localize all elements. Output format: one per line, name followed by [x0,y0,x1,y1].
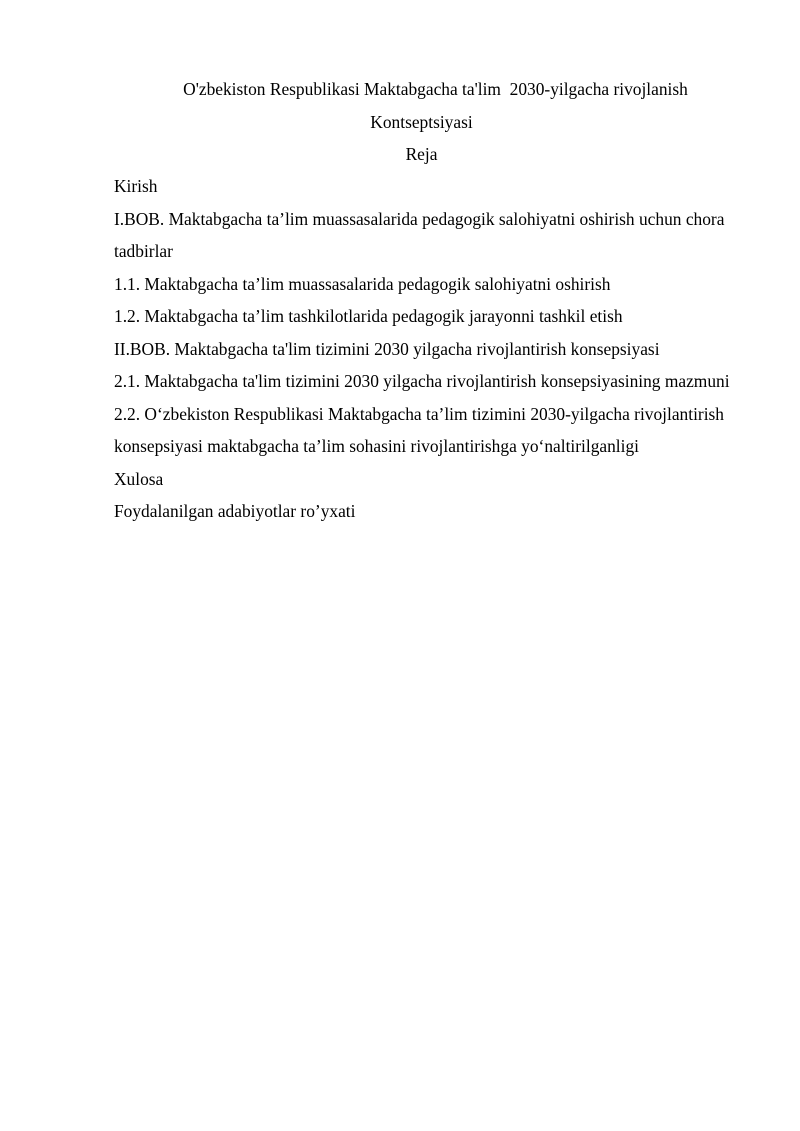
plan-heading: Reja [405,144,438,164]
toc-item-conclusion: Xulosa [114,468,164,489]
toc-item-section-1-2: 1.2. Maktabgacha ta’lim tashkilotlarida pedagogik jarayonni tashkil etish [114,306,623,326]
toc-item-references: Foydalanilgan adabiyotlar ro’yxati [114,501,356,521]
toc-item-section-2-2: 2.2. O‘zbekiston Respublikasi Maktabgacha ta’lim tizimini 2030-yilgacha rivojlantirish konsepsiyasi maktabgacha ta’lim sohasini rivojlantirishga yo‘naltirilganligi [114,403,724,456]
document-title-line-1: O'zbekiston Respublikasi Maktabgacha ta'lim 2030-yilgacha rivojlanish [183,79,688,99]
document-title-line-2: Kontseptsiyasi [370,111,473,132]
toc-item-chapter-1: I.BOB. Maktabgacha ta’lim muassasalarida pedagogik salohiyatni oshirish uchun chora tadbirlar [114,208,725,261]
toc-item-section-2-1: 2.1. Maktabgacha ta'lim tizimini 2030 yilgacha rivojlantirish konsepsiyasining mazmuni [114,371,730,391]
toc-item-chapter-2: II.BOB. Maktabgacha ta'lim tizimini 2030 yilgacha rivojlantirish konsepsiyasi [114,338,660,359]
document-title-block [114,73,729,171]
toc-item-introduction: Kirish [114,176,158,196]
table-of-contents [114,170,734,528]
toc-item-section-1-1: 1.1. Maktabgacha ta’lim muassasalarida pedagogik salohiyatni oshirish [114,273,611,294]
